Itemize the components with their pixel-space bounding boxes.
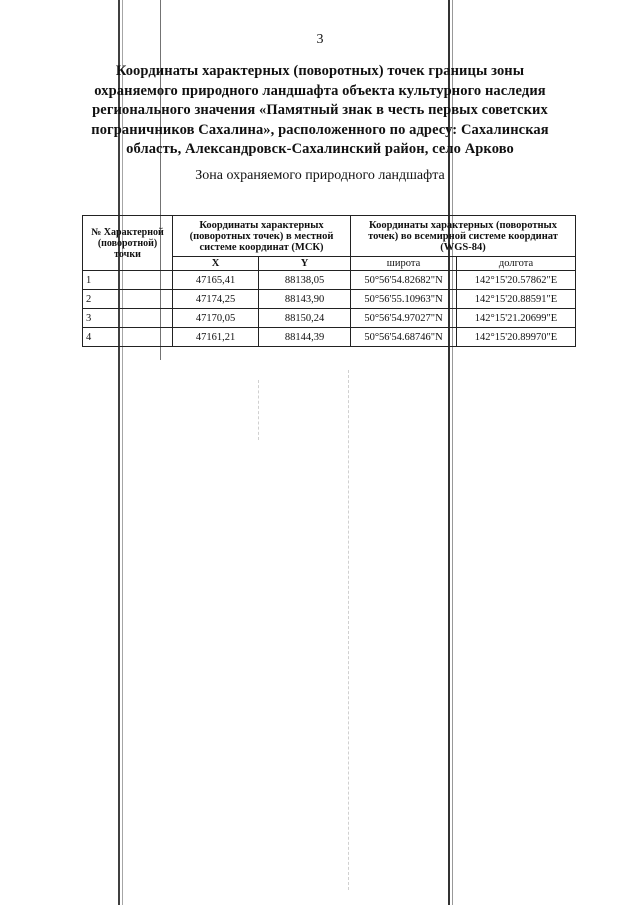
header-y: Y (259, 257, 351, 271)
cell-y: 88144,39 (259, 328, 351, 347)
scan-fold-line (258, 380, 260, 440)
page-number: 3 (316, 32, 324, 47)
title-line: пограничников Сахалина», расположенного по адресу: Сахалинская (91, 121, 549, 138)
header-wgs: Координаты характерных (поворотных точек) во всемирной системе координат (WGS-84) (351, 216, 576, 257)
cell-latitude: 50°56'55.10963"N (351, 290, 457, 309)
cell-x: 47174,25 (173, 290, 259, 309)
cell-point-number: 4 (83, 328, 173, 347)
table-row (83, 290, 576, 309)
header-latitude: широта (351, 257, 457, 271)
title-line: Координаты характерных (поворотных) точек границы зоны (115, 63, 525, 79)
cell-x: 47161,21 (173, 328, 259, 347)
title-line: область, Александровск-Сахалинский район, село Арково (126, 141, 514, 157)
cell-latitude: 50°56'54.82682"N (351, 271, 457, 290)
cell-latitude: 50°56'54.97027"N (351, 309, 457, 328)
title-line: регионального значения «Памятный знак в честь первых советских (92, 102, 548, 118)
cell-y: 88138,05 (259, 271, 351, 290)
table-row (83, 328, 576, 347)
header-x: X (173, 257, 259, 271)
title-line: охраняемого природного ландшафта объекта культурного наследия (94, 82, 546, 99)
scan-fold-line (348, 370, 350, 890)
header-longitude: долгота (457, 257, 576, 271)
cell-point-number: 3 (83, 309, 173, 328)
cell-latitude: 50°56'54.68746"N (351, 328, 457, 347)
cell-longitude: 142°15'20.57862"E (457, 271, 576, 290)
cell-point-number: 1 (83, 271, 173, 290)
cell-x: 47165,41 (173, 271, 259, 290)
table-header-row (83, 216, 576, 257)
cell-point-number: 2 (83, 290, 173, 309)
cell-longitude: 142°15'20.88591"E (457, 290, 576, 309)
zone-subtitle: Зона охраняемого природного ландшафта (195, 168, 445, 183)
table-row (83, 271, 576, 290)
cell-longitude: 142°15'21.20699"E (457, 309, 576, 328)
document-title (70, 62, 570, 160)
table-row (83, 309, 576, 328)
cell-x: 47170,05 (173, 309, 259, 328)
cell-longitude: 142°15'20.89970"E (457, 328, 576, 347)
header-msk: Координаты характерных (поворотных точек) в местной системе координат (МСК) (173, 216, 351, 257)
coordinates-table (82, 215, 576, 347)
cell-y: 88143,90 (259, 290, 351, 309)
cell-y: 88150,24 (259, 309, 351, 328)
header-point-number: № Характерной (поворотной) точки (83, 216, 173, 271)
